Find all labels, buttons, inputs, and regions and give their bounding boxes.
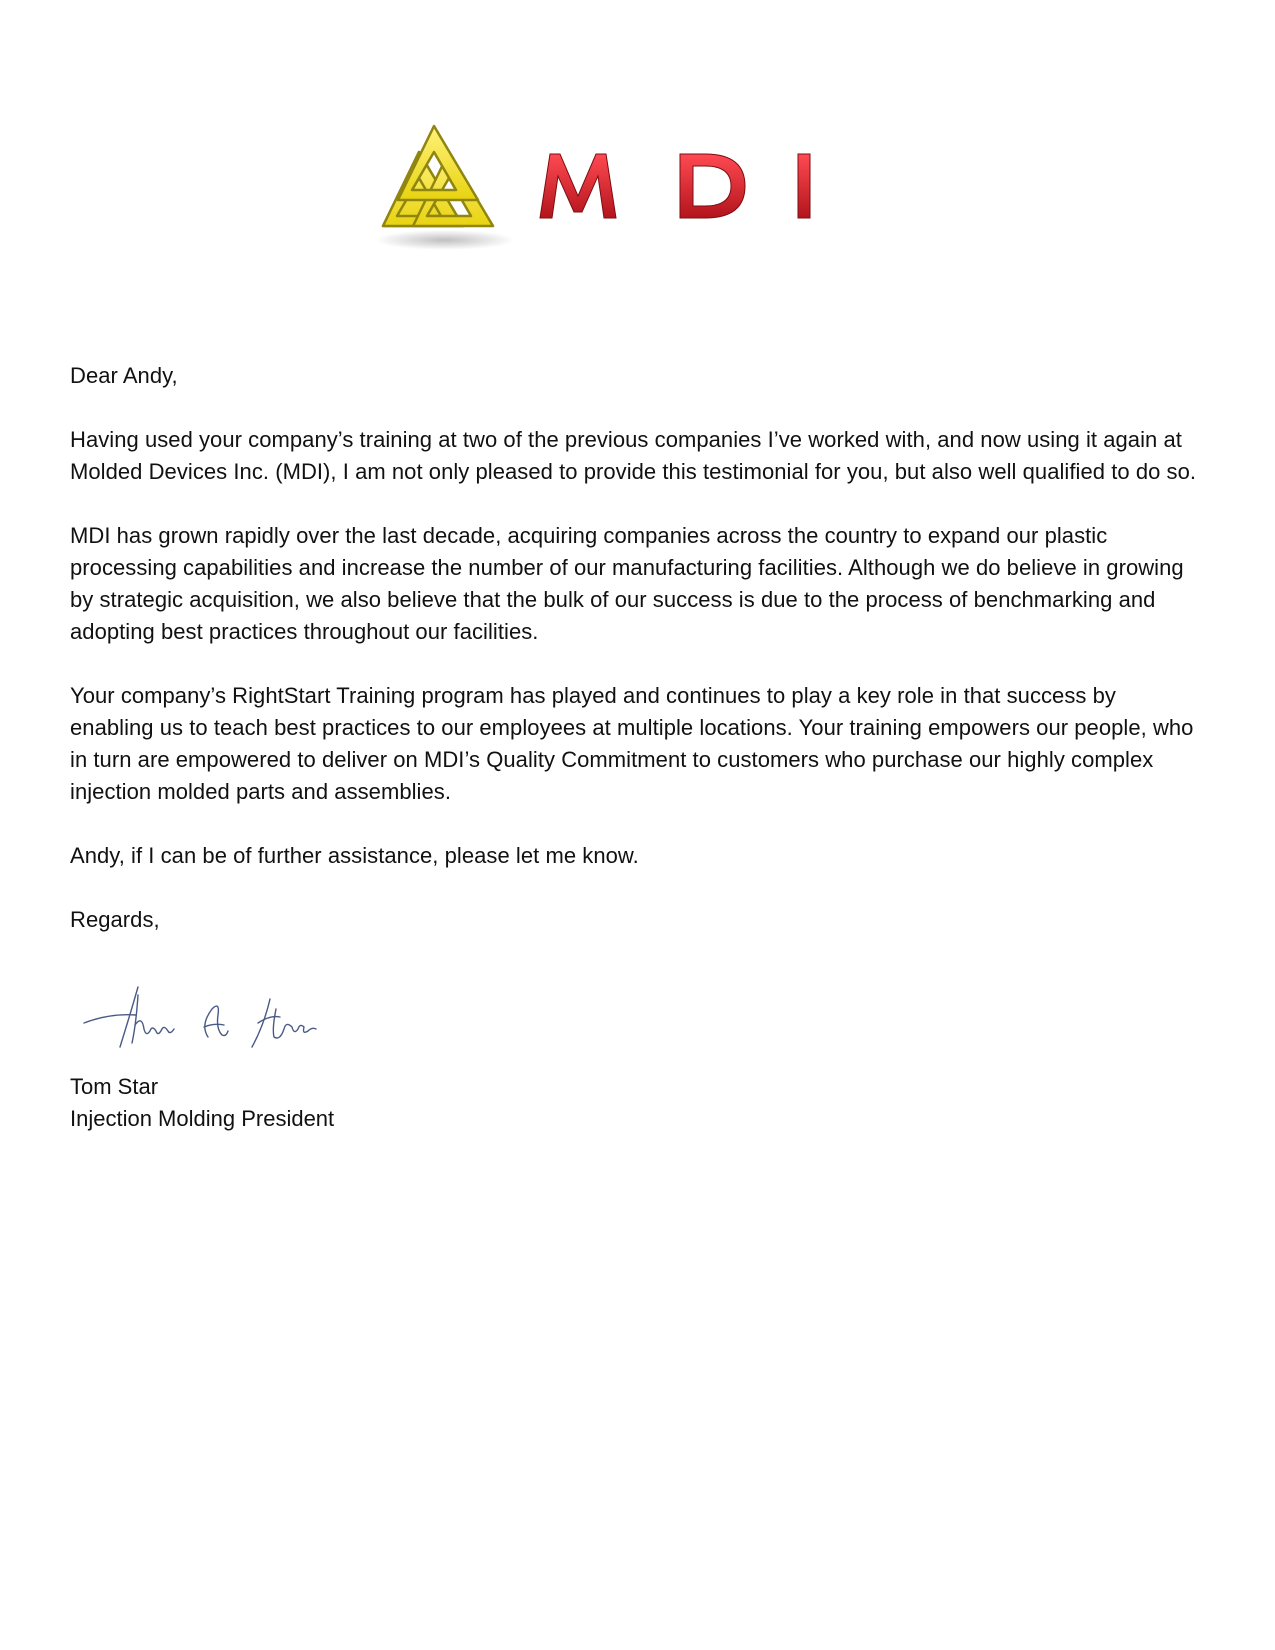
handwritten-signature [80,985,320,1055]
paragraph-2: MDI has grown rapidly over the last decade, acquiring companies across the country to expand our plastic processing capabilities and increase the number of our manufacturing facilities. Although we do believe in growing by strategic acquisition, we also believe that the bulk of our success is due to the process of benchmarking and adopting best practices throughout our facilities. [70,523,1184,644]
signoff-block [70,1071,334,1135]
paragraph-4: Andy, if I can be of further assistance, please let me know. [70,843,639,868]
signer-name: Tom Star [70,1074,159,1099]
signer-title: Injection Molding President [70,1106,335,1131]
paragraph-1: Having used your company’s training at two of the previous companies I’ve worked with, and now using it again at Molded Devices Inc. (MDI), I am not only pleased to provide this testimonial for you, but also well qualified to do so. [70,427,1197,484]
closing: Regards, [70,907,160,932]
letter-body [70,360,1205,936]
salutation: Dear Andy, [70,363,178,388]
paragraph-3: Your company’s RightStart Training program has played and continues to play a key role in that success by enabling us to teach best practices to our employees at multiple locations. Your training empowers our people, who in turn are empowered to deliver on MDI’s Quality Commitment to customers who purchase our highly complex injection molded parts and assemblies. [70,683,1194,804]
mdi-logo [375,118,895,278]
